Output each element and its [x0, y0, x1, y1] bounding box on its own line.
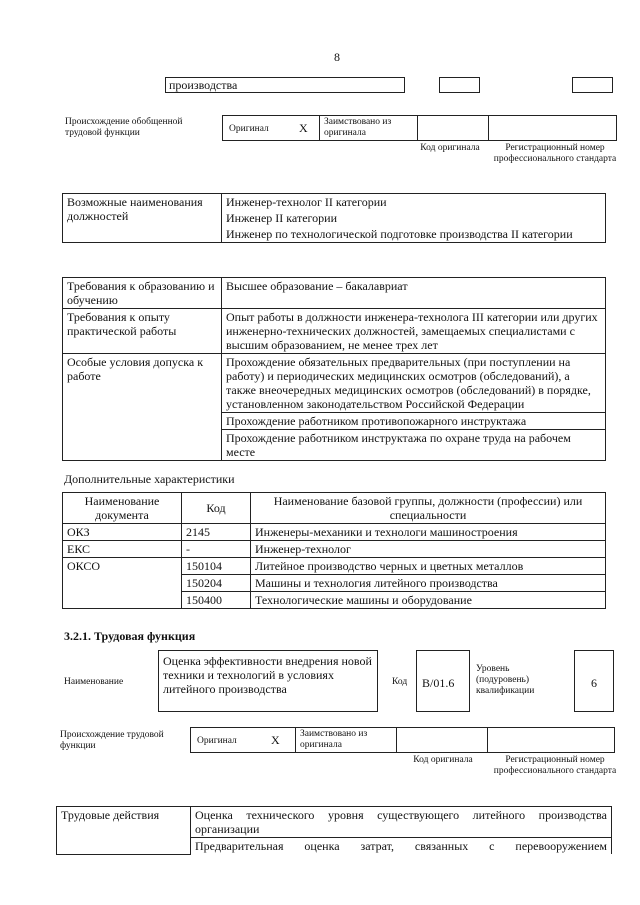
position-item: Инженер-технолог II категории	[222, 194, 606, 211]
row-code: 150104	[182, 558, 251, 575]
code-value-box	[416, 650, 470, 712]
row-code: 2145	[182, 524, 251, 541]
actions-label: Трудовые действия	[57, 807, 191, 855]
special-value: Прохождение работником противопожарного инструктажа	[222, 413, 606, 430]
name-box	[158, 650, 378, 712]
original-mark: X	[299, 121, 308, 135]
special-value: Прохождение обязательных предварительных (при поступлении на работу) и периодических медицинских осмотров (обследований), а также внеочередных медицинских осмотров (обследований) в порядке, установленном законодательством Российской Федерации	[222, 354, 606, 413]
function-heading: 3.2.1. Трудовая функция	[64, 629, 196, 643]
special-label: Особые условия допуска к работе	[63, 354, 222, 461]
additional-title: Дополнительные характеристики	[64, 472, 235, 486]
row-name: Инженеры-механики и технологи машиностроения	[251, 524, 606, 541]
origin-table	[222, 115, 617, 141]
special-value: Прохождение работником инструктажа по охране труда на рабочем месте	[222, 430, 606, 461]
row-code: -	[182, 541, 251, 558]
position-item: Инженер по технологической подготовке производства II категории	[222, 226, 606, 243]
reg-number-caption: Регистрационный номер профессионального стандарта	[493, 143, 617, 164]
additional-table	[62, 492, 606, 609]
header-code: Код	[182, 493, 251, 524]
level-value-box	[574, 650, 614, 712]
reg-number-caption: Регистрационный номер профессионального стандарта	[493, 755, 617, 776]
row-code: 150204	[182, 575, 251, 592]
level-value: 6	[591, 676, 597, 690]
header-name: Наименование базовой группы, должности (профессии) или специальности	[251, 493, 606, 524]
code-value: B/01.6	[422, 676, 455, 690]
name-label: Наименование	[64, 677, 124, 687]
row-doc: ЕКС	[63, 541, 182, 558]
origin-table	[190, 727, 615, 753]
code-label: Код	[392, 677, 408, 687]
experience-label: Требования к опыту практической работы	[63, 309, 222, 354]
position-item: Инженер II категории	[222, 210, 606, 226]
positions-table	[62, 193, 606, 243]
origin-label: Происхождение обобщенной трудовой функции	[65, 117, 183, 138]
code-box	[439, 77, 480, 93]
action-item: Предварительная оценка затрат, связанных с перевооружением	[191, 838, 612, 855]
field-value: производства	[169, 78, 238, 92]
row-name: Литейное производство черных и цветных металлов	[251, 558, 606, 575]
positions-label: Возможные наименования должностей	[63, 194, 222, 243]
actions-table	[56, 806, 612, 855]
borrowed-label: Заимствовано из оригинала	[300, 729, 368, 750]
page-number: 8	[334, 50, 340, 64]
row-doc: ОКСО	[63, 558, 182, 609]
experience-value: Опыт работы в должности инженера-технолога III категории или других инженерно-технических должностей, замещаемых специалистами с высшим образованием, не менее трех лет	[222, 309, 606, 354]
requirements-table	[62, 277, 606, 461]
original-label: Оригинал	[229, 124, 269, 134]
education-value: Высшее образование – бакалавриат	[222, 278, 606, 309]
code-original-caption: Код оригинала	[420, 143, 480, 153]
origin-label: Происхождение трудовой функции	[60, 730, 164, 751]
row-name: Технологические машины и оборудование	[251, 592, 606, 609]
code-original-caption: Код оригинала	[413, 755, 473, 765]
level-label: Уровень (подуровень) квалификации	[476, 664, 535, 696]
header-doc: Наименование документа	[63, 493, 182, 524]
row-name: Инженер-технолог	[251, 541, 606, 558]
borrowed-label: Заимствовано из оригинала	[324, 117, 392, 138]
row-code: 150400	[182, 592, 251, 609]
level-box	[572, 77, 613, 93]
original-mark: X	[271, 733, 280, 747]
education-label: Требования к образованию и обучению	[63, 278, 222, 309]
original-label: Оригинал	[197, 736, 237, 746]
action-item: Оценка технического уровня существующего литейного производства организации	[191, 807, 612, 838]
field-box	[165, 77, 405, 93]
name-value: Оценка эффективности внедрения новой техники и технологий в условиях литейного производства	[163, 654, 372, 696]
row-name: Машины и технология литейного производства	[251, 575, 606, 592]
row-doc: ОКЗ	[63, 524, 182, 541]
